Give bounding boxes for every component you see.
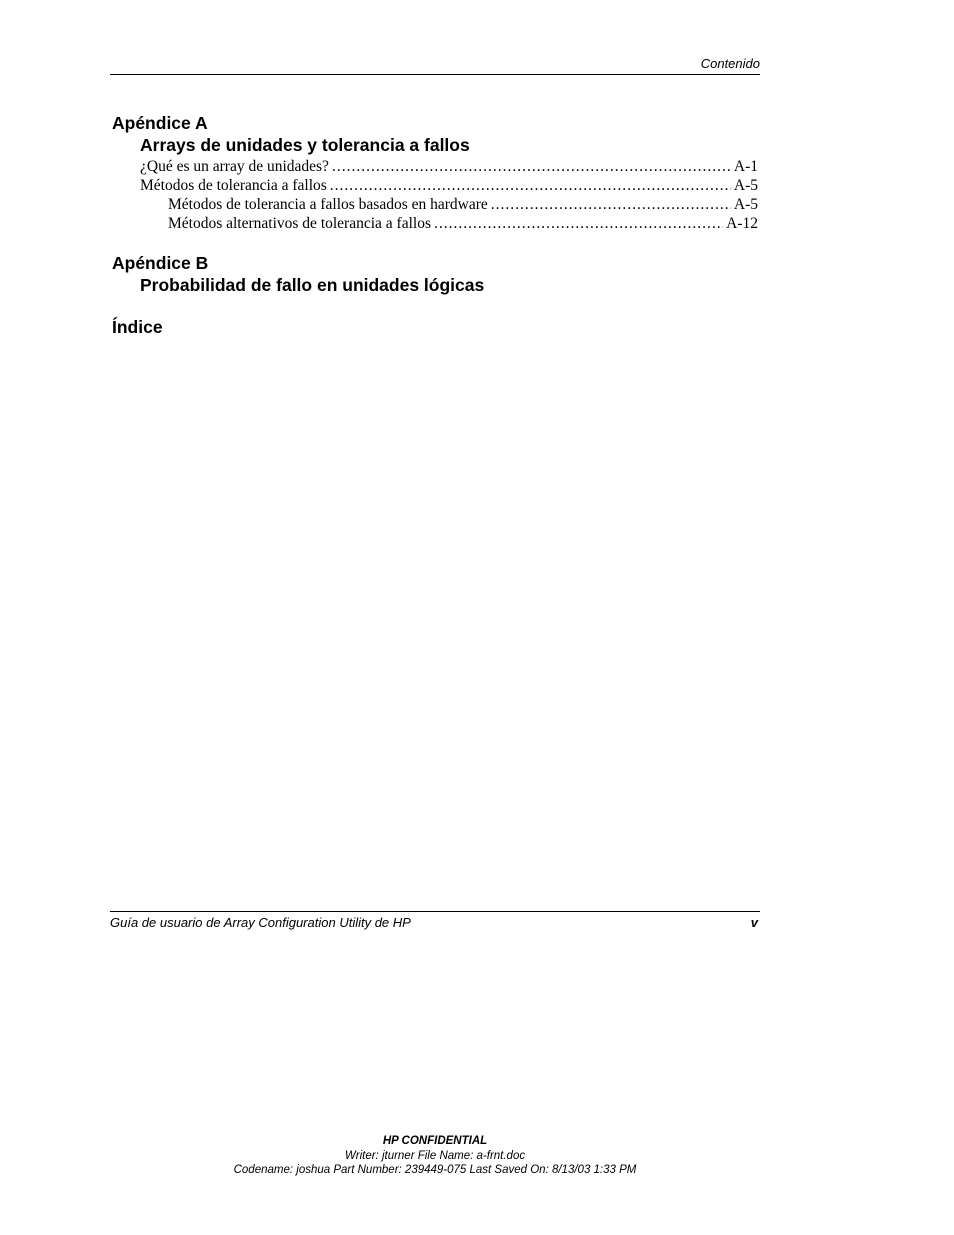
running-header <box>110 55 760 75</box>
table-of-contents <box>112 112 758 338</box>
toc-entry-page: A-5 <box>733 196 758 213</box>
appendix-a-label: Apéndice A <box>112 113 208 133</box>
appendix-a-title: Arrays de unidades y tolerancia a fallos <box>140 135 470 155</box>
dot-leader <box>330 176 731 195</box>
confidential-title: HP CONFIDENTIAL <box>382 1135 488 1147</box>
toc-entry[interactable] <box>112 195 758 214</box>
toc-entry-page: A-5 <box>733 177 758 194</box>
dot-leader <box>491 195 731 214</box>
toc-entry-page: A-12 <box>726 215 758 232</box>
toc-entry-text: Métodos de tolerancia a fallos basados en hardware <box>168 196 488 213</box>
dot-leader <box>434 214 723 233</box>
footer-book-title: Guía de usuario de Array Configuration Utility de HP <box>110 915 411 930</box>
toc-appendix-b <box>112 252 758 296</box>
index-label: Índice <box>112 317 163 337</box>
toc-entry-page: A-1 <box>733 158 758 175</box>
spacer <box>112 296 758 316</box>
spacer <box>112 233 758 252</box>
appendix-a-entries <box>112 157 758 233</box>
toc-entry-text: ¿Qué es un array de unidades? <box>140 158 329 175</box>
appendix-b-title: Probabilidad de fallo en unidades lógicas <box>140 275 485 295</box>
toc-index <box>112 316 758 338</box>
dot-leader <box>332 157 731 176</box>
header-section-title: Contenido <box>700 56 760 71</box>
toc-entry[interactable] <box>112 157 758 176</box>
confidential-part-line: Codename: joshua Part Number: 239449-075 Last Saved On: 8/13/03 1:33 PM <box>233 1164 637 1176</box>
running-footer <box>110 911 760 934</box>
toc-entry-text: Métodos alternativos de tolerancia a fallos <box>168 215 431 232</box>
toc-entry-text: Métodos de tolerancia a fallos <box>140 177 327 194</box>
confidential-block <box>0 1134 870 1178</box>
confidential-writer-line: Writer: jturner File Name: a-frnt.doc <box>344 1149 526 1162</box>
toc-entry[interactable] <box>112 214 758 233</box>
toc-entry[interactable] <box>112 176 758 195</box>
page-number: v <box>750 915 758 930</box>
toc-appendix-a <box>112 112 758 233</box>
appendix-b-label: Apéndice B <box>112 253 209 273</box>
